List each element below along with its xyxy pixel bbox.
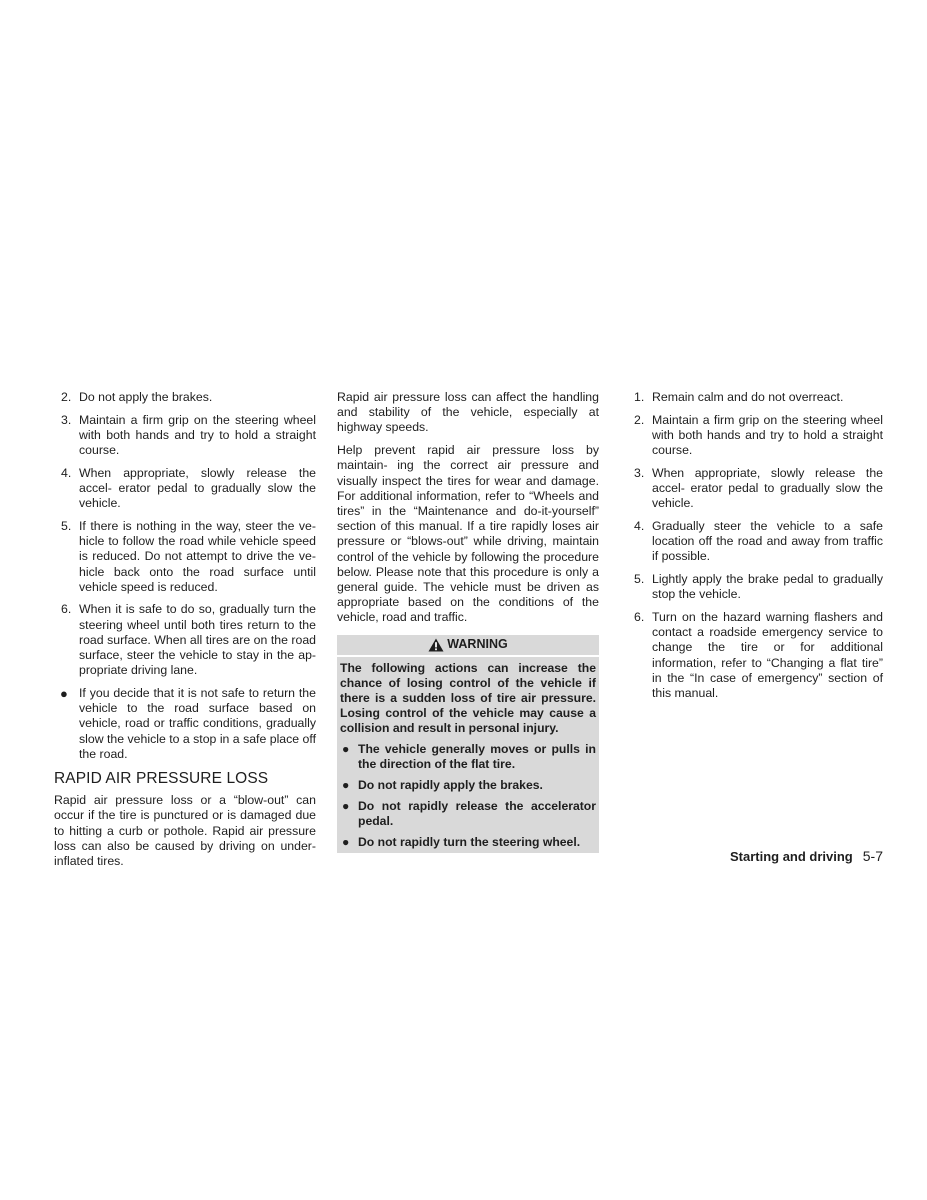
list-item [627,413,883,459]
item-number: 3. [634,465,645,480]
list-item [54,413,316,459]
bullet-icon: ● [342,798,350,813]
section-heading: RAPID AIR PRESSURE LOSS [54,769,269,787]
item-text: Gradually steer the vehicle to a safe location off the road and away from traffic if possible. [652,518,883,564]
page-number: 5-7 [862,848,883,864]
item-text: When appropriate, slowly release the accel- erator pedal to gradually slow the vehicle. [79,465,316,511]
page-footer [640,848,883,864]
item-text: Maintain a firm grip on the steering wheel with both hands and try to hold a straight course. [79,412,316,458]
item-number: 4. [634,518,645,533]
item-text: Remain calm and do not overreact. [652,390,844,404]
warning-triangle-icon [428,638,444,652]
warning-bullet [340,835,596,850]
warning-bullet [340,799,596,829]
warning-bullet [340,778,596,793]
item-number: 5. [634,572,645,587]
item-text: Maintain a firm grip on the steering wheel with both hands and try to hold a straight course. [652,412,883,458]
warning-header [337,635,599,657]
warning-box [337,635,599,853]
item-number: 4. [61,465,72,480]
warning-bullet-text: Do not rapidly release the accelerator pedal. [358,798,596,828]
item-number: 6. [634,609,645,624]
warning-bullet-text: Do not rapidly apply the brakes. [358,777,543,792]
list-item [54,466,316,512]
list-item [54,519,316,595]
warning-bullet [340,742,596,772]
bullet-item [54,686,316,762]
warning-bullet-text: Do not rapidly turn the steering wheel. [358,834,581,849]
left-column [54,390,316,877]
warning-title: WARNING [447,636,508,651]
list-item [627,610,883,701]
bullet-icon: ● [60,685,68,701]
paragraph: Rapid air pressure loss or a “blow-out” can occur if the tire is punctured or is damaged due to hitting a curb or pothole. Rapid air pressure loss can also be caused by driving on under-inflated tires. [54,793,316,868]
bullet-icon: ● [342,777,350,792]
item-number: 2. [61,390,72,404]
list-item [627,466,883,512]
list-item [627,572,883,602]
footer-section-title: Starting and driving [729,849,853,864]
middle-column [337,390,599,853]
list-item [627,390,883,405]
paragraph: Rapid air pressure loss can affect the handling and stability of the vehicle, especially at highway speeds. [337,390,599,435]
item-text: If you decide that it is not safe to return the vehicle to the road surface based on vehicle, road or traffic conditions, gradually slow the vehicle to a stop in a safe place off the road. [79,685,316,761]
item-number: 5. [61,518,72,533]
warning-intro: The following actions can increase the chance of losing control of the vehicle if there is a sudden loss of tire air pressure. Losing control of the vehicle may cause a collision and result in personal injury. [340,660,596,735]
list-item [54,390,316,405]
item-number: 1. [634,390,645,404]
item-text: If there is nothing in the way, steer the ve- hicle to follow the road while vehicle speed is reduced. Do not attempt to drive the ve- hicle back onto the road surface until vehicle speed is reduced. [79,518,316,594]
list-item [627,519,883,565]
item-number: 3. [61,412,72,427]
warning-body [340,661,596,850]
item-text: Lightly apply the brake pedal to gradually stop the vehicle. [652,572,883,602]
item-number: 6. [61,602,72,617]
item-text: When it is safe to do so, gradually turn the steering wheel until both tires return to the road surface. When all tires are on the road surface, steer the vehicle to stay in the ap- propriate driving lane. [79,602,316,678]
list-item [54,602,316,678]
warning-bullet-text: The vehicle generally moves or pulls in the direction of the flat tire. [358,741,596,771]
item-number: 2. [634,412,645,427]
bullet-icon: ● [342,741,350,756]
item-text: Do not apply the brakes. [79,390,213,404]
paragraph: Help prevent rapid air pressure loss by maintain- ing the correct air pressure and visually inspect the tires for wear and damage. For additional information, refer to “Wheels and tires” in the “Maintenance and do-it-yourself” section of this manual. If a tire rapidly loses air pressure or “blows-out” while driving, maintain control of the vehicle by following the procedure below. Please note that this procedure is only a general guide. The vehicle must be driven as appropriate based on the conditions of the vehicle, road and traffic. [337,443,599,625]
item-text: When appropriate, slowly release the accel- erator pedal to gradually slow the vehicle. [652,465,883,511]
right-column [627,390,883,709]
bullet-icon: ● [342,834,350,849]
item-text: Turn on the hazard warning flashers and contact a roadside emergency service to change the tire or for additional information, refer to “Changing a flat tire” in the “In case of emergency” section of this manual. [652,609,883,700]
